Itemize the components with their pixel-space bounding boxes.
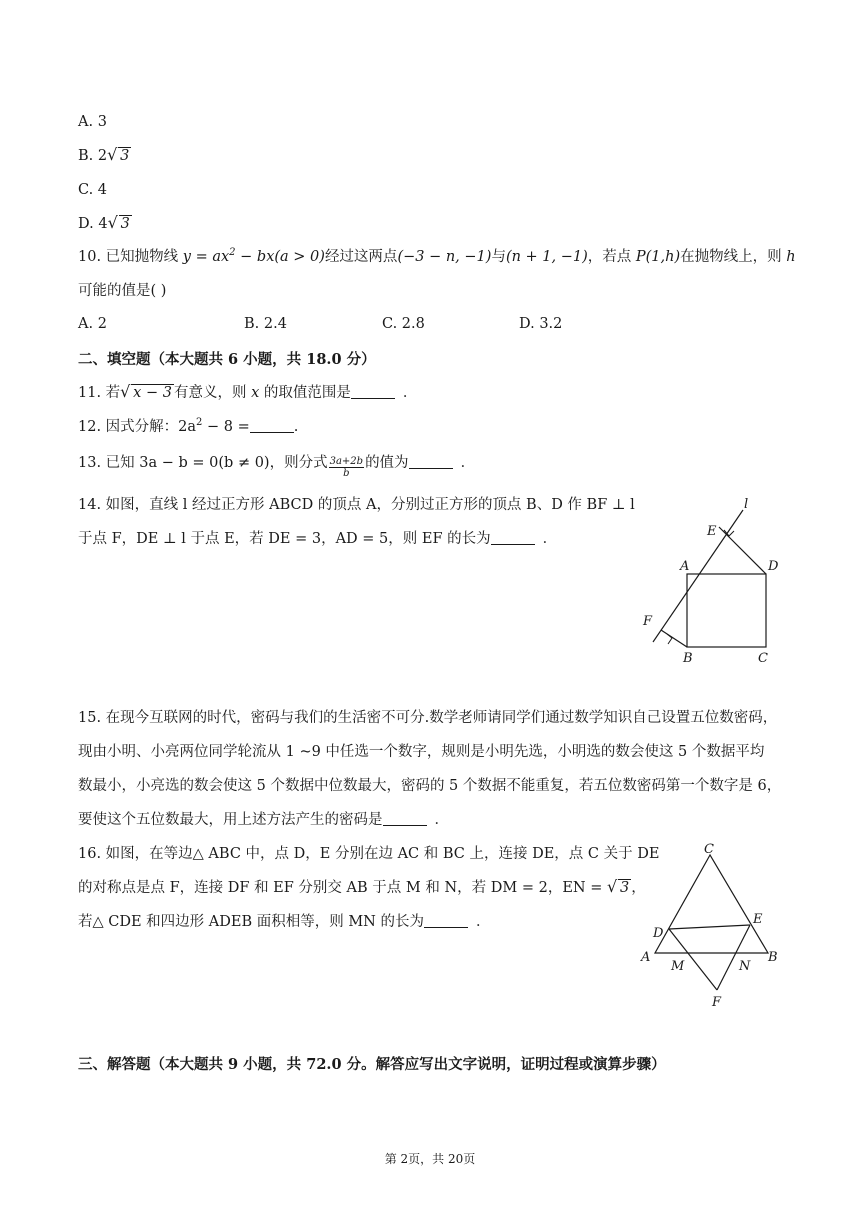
q16-figure — [636, 838, 786, 1013]
q10-option-a: A. 2 — [78, 316, 107, 332]
q16-line1: 16. 如图，在等边△ ABC 中，点 D，E 分别在边 AC 和 BC 上，连接 DE，点 C 关于 DE — [78, 846, 660, 862]
q12 — [78, 417, 298, 437]
q9-option-b: B. 2 √ 3 — [78, 145, 130, 164]
q14-line1: 14. 如图，直线 l 经过正方形 ABCD 的顶点 A，分别过正方形的顶点 B、D 作 BF ⊥ l — [78, 497, 635, 513]
q9-option-d-radicand: 3 — [120, 216, 130, 232]
label-f: F — [712, 995, 722, 1010]
q15-answer-blank[interactable] — [383, 811, 427, 826]
q12-answer-blank[interactable] — [250, 418, 294, 433]
q10-option-d: D. 3.2 — [519, 316, 563, 332]
label-l: l — [744, 497, 749, 512]
q16-end: ． — [475, 914, 491, 930]
q13-answer-blank[interactable] — [409, 454, 453, 469]
q14-figure — [636, 490, 786, 675]
q16-radicand: 3 — [619, 880, 630, 896]
q11-text: 有意义，则 — [173, 385, 252, 401]
segment-de — [719, 527, 766, 574]
q10-text2: ，若点 — [587, 249, 636, 265]
q9-option-b-radicand: 3 — [120, 148, 130, 164]
q14-answer-blank[interactable] — [491, 530, 535, 545]
q14-line2 — [78, 529, 557, 549]
q10-stem — [78, 247, 796, 267]
q11-radicand: x − 3 — [133, 385, 172, 401]
label-n: N — [739, 959, 751, 974]
q11-end: ． — [402, 385, 418, 401]
segment-ef — [717, 925, 750, 990]
q16-line3 — [78, 912, 490, 932]
q9-option-b-prefix: B. 2 — [78, 148, 108, 164]
q11-prefix: 11. 若 — [78, 385, 121, 401]
q13-numerator: 3a+2b — [329, 456, 364, 467]
label-b: B — [683, 651, 693, 666]
q9-option-d: D. 4 √ 3 — [78, 213, 130, 232]
q15-line4 — [78, 810, 449, 830]
label-c: C — [758, 651, 768, 666]
label-a: A — [641, 950, 651, 965]
q9-option-d-prefix: D. 4 — [78, 216, 108, 232]
q12-prefix: 12. 因式分解：2a — [78, 419, 197, 435]
q13-end: ． — [460, 455, 476, 471]
q11-var-x: x — [251, 385, 260, 401]
q16-line2-end: ， — [631, 880, 646, 896]
segment-de — [669, 925, 750, 929]
section3-heading: 三、解答题（本大题共 9 小题，共 72.0 分。解答应写出文字说明，证明过程或演算步骤） — [78, 1056, 666, 1073]
q10-text3: 在抛物线上，则 — [680, 249, 787, 265]
q14-line2-text: 于点 F，DE ⊥ l 于点 E，若 DE = 3，AD = 5，则 EF 的长为 — [78, 531, 491, 547]
triangle-abc — [655, 855, 768, 953]
q13-prefix: 13. 已知 3a − b = 0(b ≠ 0)，则分式 — [78, 455, 328, 471]
segment-bf — [661, 630, 687, 647]
q16-line2-text: 的对称点是点 F，连接 DF 和 EF 分别交 AB 于点 M 和 N，若 DM = 2，EN = — [78, 880, 607, 896]
q10-point1: (−3 − n, −1) — [397, 249, 492, 265]
label-a: A — [680, 559, 690, 574]
q15-line4-text: 要使这个五位数最大，用上述方法产生的密码是 — [78, 812, 383, 828]
label-m: M — [671, 959, 685, 974]
q9-option-a: A. 3 — [78, 114, 107, 130]
q12-text: − 8 = — [202, 419, 250, 435]
section2-heading: 二、填空题（本大题共 6 小题，共 18.0 分） — [78, 351, 376, 368]
right-angle-f — [667, 634, 672, 644]
q16-line3-text: 若△ CDE 和四边形 ADEB 面积相等，则 MN 的长为 — [78, 914, 424, 930]
q15-line1: 15. 在现今互联网的时代，密码与我们的生活密不可分.数学老师请同学们通过数学知识自己设置五位数密码， — [78, 710, 778, 726]
q16-line2: 的对称点是点 F，连接 DF 和 EF 分别交 AB 于点 M 和 N，若 DM = 2，EN = √ 3 ， — [78, 877, 646, 896]
q13-fraction — [329, 456, 364, 479]
q13-denominator: b — [343, 468, 350, 479]
q12-end: . — [293, 419, 299, 435]
q15-line2: 现由小明、小亮两位同学轮流从 1 ~9 中任选一个数字，规则是小明先选，小明选的数会使这 5 个数据平均 — [78, 744, 765, 760]
q15-line3: 数最小，小亮选的数会使这 5 个数据中位数最大，密码的 5 个数据不能重复，若五位数密码第一个数字是 6， — [78, 778, 782, 794]
label-b: B — [768, 950, 778, 965]
q11: 11. 若 √ x − 3 有意义，则 x 的取值范围是 ． — [78, 382, 418, 401]
label-e: E — [707, 524, 717, 539]
label-f: F — [643, 614, 653, 629]
q10-line2: 可能的值是( ) — [78, 283, 167, 299]
q10-text1: 经过这两点 — [324, 249, 398, 265]
q14-end: ． — [542, 531, 558, 547]
q12-exponent: 2 — [196, 417, 203, 428]
label-c: C — [704, 842, 714, 857]
q10-and: 与 — [491, 249, 506, 265]
q11-answer-blank[interactable] — [351, 384, 395, 399]
line-l — [653, 510, 743, 642]
q10-point2: (n + 1, −1) — [505, 249, 588, 265]
q10-option-b: B. 2.4 — [244, 316, 287, 332]
q16-answer-blank[interactable] — [424, 913, 468, 928]
page-footer: 第 2页，共 20页 — [384, 1152, 476, 1166]
q15-end: ． — [434, 812, 449, 828]
q10-option-c: C. 2.8 — [382, 316, 425, 332]
q10-number: 10. 已知抛物线 — [78, 249, 183, 265]
q11-tail: 的取值范围是 — [259, 385, 351, 401]
q13 — [78, 453, 475, 479]
square-abcd — [687, 574, 766, 647]
q10-var-h: h — [786, 249, 796, 265]
q10-equation: $y = ax^2 - bx(a > 0)$ — [182, 247, 325, 265]
label-e: E — [753, 912, 763, 927]
q10-point-p: P(1,h) — [635, 249, 681, 265]
label-d: D — [653, 926, 664, 941]
label-d: D — [768, 559, 779, 574]
q13-text: 的值为 — [365, 455, 409, 471]
q9-option-c: C. 4 — [78, 182, 108, 198]
